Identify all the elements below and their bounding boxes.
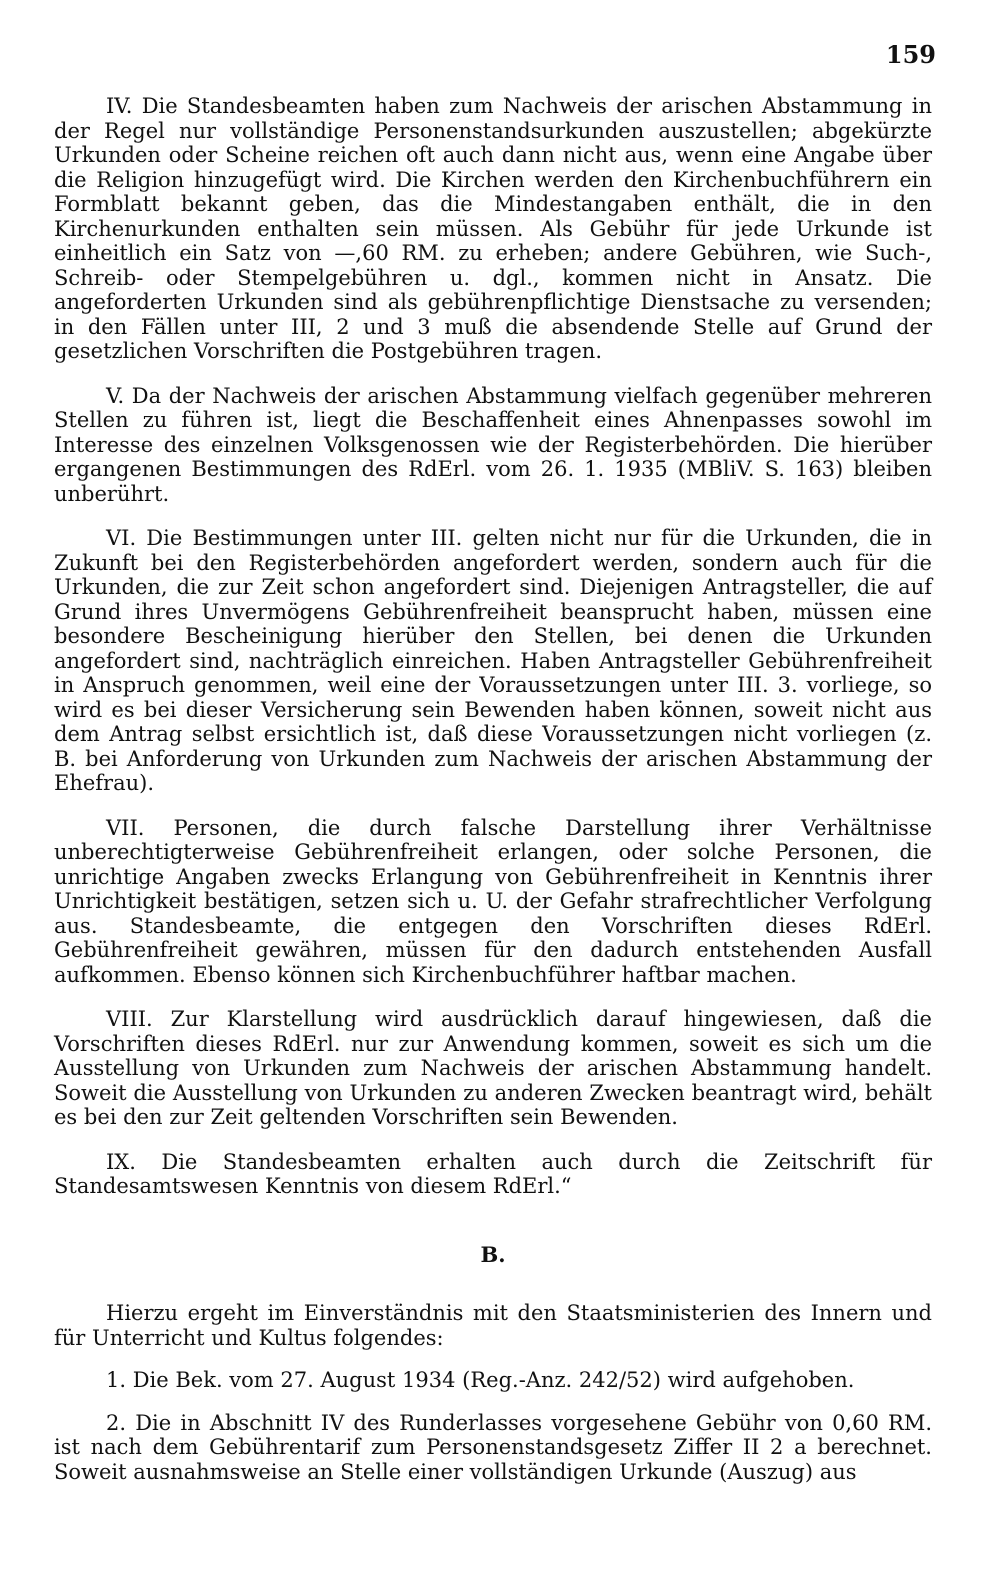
body-text [54,94,932,1484]
paragraph-vi: VI. Die Bestimmungen unter III. gelten nicht nur für die Urkunden, die in Zukunft bei den Registerbehörden angefordert werden, sondern auch für die Urkunden, die zur Zeit schon angefordert sind. Diejenigen Antragsteller, die auf Grund ihres Unvermögens Gebührenfreiheit beansprucht haben, müssen eine besondere Bescheinigung hierüber den Stellen, bei denen die Urkunden angefordert sind, nachträglich einreichen. Haben Antragsteller Gebührenfreiheit in Anspruch genommen, weil eine der Voraussetzungen unter III. 3. vorliege, so wird es bei dieser Versicherung sein Bewenden haben können, soweit nicht aus dem Antrag selbst ersichtlich ist, daß diese Voraussetzungen nicht vorliegen (z. B. bei Anforderung von Urkunden zum Nachweis der arischen Abstammung der Ehefrau). [54,526,932,795]
paragraph-iv: IV. Die Standesbeamten haben zum Nachweis der arischen Abstammung in der Regel nur vollständige Personenstandsurkunden auszustellen; abgekürzte Urkunden oder Scheine reichen oft auch dann nicht aus, wenn eine Angabe über die Religion hinzugefügt wird. Die Kirchen werden den Kirchenbuchführern ein Formblatt bekannt geben, das die Mindestangaben enthält, die in den Kirchenurkunden enthalten sein müssen. Als Gebühr für jede Urkunde ist einheitlich ein Satz von —,60 RM. zu erheben; andere Gebühren, wie Such-, Schreib- oder Stempelgebühren u. dgl., kommen nicht in Ansatz. Die angeforderten Urkunden sind als gebührenpflichtige Dienstsache zu versenden; in den Fällen unter III, 2 und 3 muß die absendende Stelle auf Grund der gesetzlichen Vorschriften die Postgebühren tragen. [54,94,932,363]
intro-paragraph: Hierzu ergeht im Einverständnis mit den Staatsministerien des Innern und für Unterricht und Kultus folgendes: [54,1301,932,1350]
list-item: 2. Die in Abschnitt IV des Runderlasses vorgesehene Gebühr von 0,60 RM. ist nach dem Gebührentarif zum Personenstandsgesetz Ziffer II 2 a berechnet. Soweit ausnahmsweise an Stelle einer vollständigen Urkunde (Auszug) aus [54,1410,932,1484]
paragraph-ix: IX. Die Standesbeamten erhalten auch durch die Zeitschrift für Standesamtswesen Kenntnis von diesem RdErl.“ [54,1149,932,1198]
section-heading: B. [480,1241,506,1267]
paragraph-v: V. Da der Nachweis der arischen Abstammung vielfach gegenüber mehreren Stellen zu führen ist, liegt die Beschaffenheit eines Ahnenpasses sowohl im Interesse des einzelnen Volksgenossen wie der Registerbehörden. Die hierüber ergangenen Bestimmungen des RdErl. vom 26. 1. 1935 (MBliV. S. 163) bleiben unberührt. [54,383,932,506]
list-item: 1. Die Bek. vom 27. August 1934 (Reg.-Anz. 242/52) wird aufgehoben. [106,1368,855,1392]
paragraph-viii: VIII. Zur Klarstellung wird ausdrücklich darauf hingewiesen, daß die Vorschriften dieses RdErl. nur zur Anwendung kommen, soweit es sich um die Ausstellung von Urkunden zum Nachweis der arischen Abstammung handelt. Soweit die Ausstellung von Urkunden zu anderen Zwecken beantragt wird, behält es bei den zur Zeit geltenden Vorschriften sein Bewenden. [54,1007,932,1129]
paragraph-vii: VII. Personen, die durch falsche Darstellung ihrer Verhältnisse unberechtigterweise Gebührenfreiheit erlangen, oder solche Personen, die unrichtige Angaben zwecks Erlangung von Gebührenfreiheit in Kenntnis ihrer Unrichtigkeit bestätigen, setzen sich u. U. der Gefahr strafrechtlicher Verfolgung aus. Standesbeamte, die entgegen den Vorschriften dieses RdErl. Gebührenfreiheit gewähren, müssen für den dadurch entstehenden Ausfall aufkommen. Ebenso können sich Kirchenbuchführer haftbar machen. [54,815,932,987]
page-number: 159 [885,40,936,69]
